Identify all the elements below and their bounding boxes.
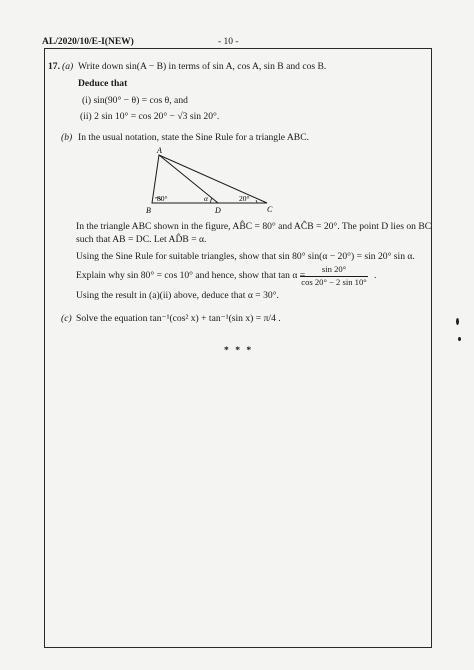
part-b-line-1: In the triangle ABC shown in the figure, AB̂C = 80° and AĈB = 20°. The point D lies on BC	[76, 221, 432, 232]
part-a-text: Write down sin(A − B) in terms of sin A, cos A, sin B and cos B.	[78, 61, 327, 72]
end-marker: * * *	[224, 345, 254, 356]
angle-d-label: α	[204, 194, 208, 203]
angle-d-arc	[211, 198, 212, 203]
part-b-line-4-end: .	[374, 270, 377, 281]
vertex-b: B	[146, 206, 151, 215]
part-b-line-4: Explain why sin 80° = cos 10° and hence, show that tan α =	[76, 270, 306, 281]
part-a-label: (a)	[62, 61, 74, 72]
part-c-text: Solve the equation tan⁻¹(cos² x) + tan⁻¹(sin x) = π/4 .	[76, 313, 281, 324]
part-b-label: (b)	[61, 132, 73, 143]
question-number: 17.	[48, 61, 60, 72]
part-b-line-5: Using the result in (a)(ii) above, deduce that α = 30°.	[76, 290, 279, 301]
vertex-d: D	[215, 206, 221, 215]
part-b-line-2: such that AB = DC. Let AD̂B = α.	[76, 234, 207, 245]
deduce-item-i: (i) sin(90° − θ) = cos θ, and	[82, 95, 188, 106]
vertex-c: C	[267, 205, 273, 214]
vertex-a: A	[157, 146, 162, 155]
page-number: - 10 -	[218, 37, 239, 47]
scan-mark	[456, 318, 459, 325]
scan-mark	[458, 337, 461, 341]
segment-ad	[159, 155, 218, 203]
angle-b-label: 80°	[157, 194, 168, 203]
tan-fraction-numerator: sin 20°	[321, 264, 347, 274]
part-b-text: In the usual notation, state the Sine Rule for a triangle ABC.	[78, 132, 310, 143]
part-b-line-3: Using the Sine Rule for suitable triangles, show that sin 80° sin(α − 20°) = sin 20° sin α.	[76, 251, 415, 262]
triangle-figure	[140, 145, 275, 215]
part-c-label: (c)	[61, 313, 72, 324]
angle-c-label: 20°	[239, 194, 250, 203]
deduce-heading: Deduce that	[78, 78, 128, 89]
deduce-item-ii: (ii) 2 sin 10° = cos 20° − √3 sin 20°.	[80, 111, 220, 122]
paper-code: AL/2020/10/E-I(NEW)	[42, 37, 134, 47]
tan-fraction-denominator: cos 20° − 2 sin 10°	[301, 277, 367, 287]
